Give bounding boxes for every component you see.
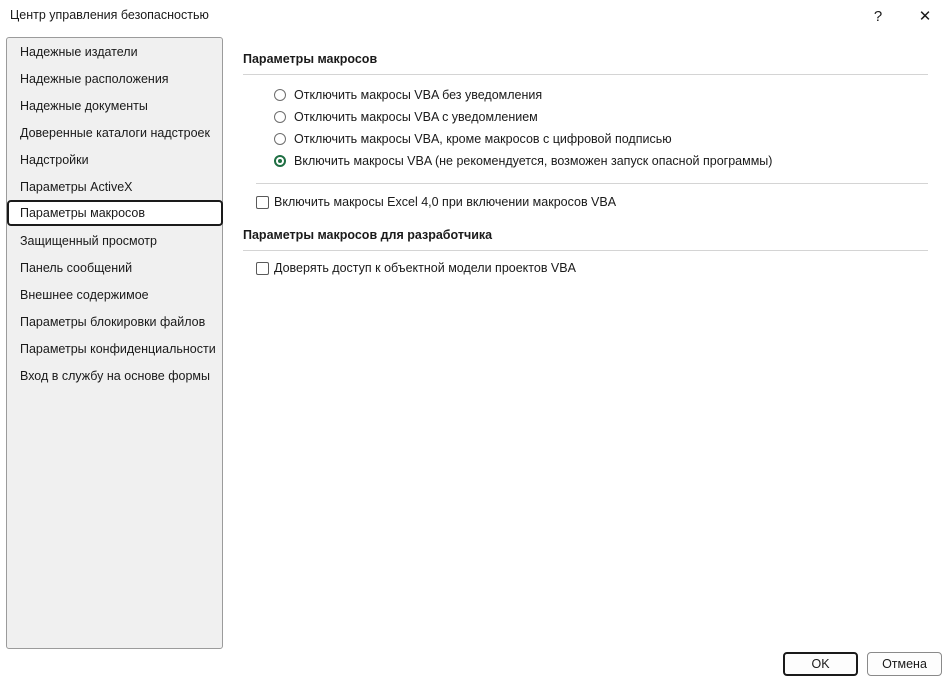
- checkbox-label: Включить макросы Excel 4,0 при включении макросов VBA: [274, 195, 617, 209]
- radio-disable-no-notify[interactable]: [274, 88, 542, 102]
- macro-settings-title: Параметры макросов: [243, 52, 378, 66]
- checkbox[interactable]: [256, 196, 269, 209]
- title-bar: [0, 0, 948, 32]
- checkbox-trust-vba-object-model[interactable]: [256, 261, 576, 275]
- radio-disable-notify[interactable]: [274, 110, 538, 124]
- sidebar-item-trusted-locations[interactable]: Надежные расположения: [20, 72, 169, 86]
- radio-button[interactable]: [274, 89, 286, 101]
- close-button[interactable]: [911, 4, 939, 28]
- divider: [243, 74, 928, 75]
- sidebar-item-trusted-publishers[interactable]: Надежные издатели: [20, 45, 138, 59]
- help-icon: ?: [873, 7, 883, 25]
- sidebar-item-message-bar[interactable]: Панель сообщений: [20, 261, 133, 275]
- radio-label: Включить макросы VBA (не рекомендуется, возможен запуск опасной программы): [294, 154, 773, 168]
- radio-label: Отключить макросы VBA с уведомлением: [294, 110, 538, 124]
- radio-disable-except-signed[interactable]: [274, 132, 672, 146]
- radio-label: Отключить макросы VBA без уведомления: [294, 88, 543, 102]
- divider: [256, 183, 928, 184]
- sidebar-item-macro-settings[interactable]: Параметры макросов: [7, 200, 223, 226]
- window-title: Центр управления безопасностью: [10, 8, 209, 22]
- sidebar-item-trusted-documents[interactable]: Надежные документы: [20, 99, 148, 113]
- radio-enable-all[interactable]: [274, 154, 772, 168]
- checkbox-enable-excel4-macros[interactable]: [256, 195, 616, 209]
- sidebar-item-file-block[interactable]: Параметры блокировки файлов: [20, 315, 206, 329]
- developer-settings-title: Параметры макросов для разработчика: [243, 228, 493, 242]
- radio-label: Отключить макросы VBA, кроме макросов с цифровой подписью: [294, 132, 672, 146]
- sidebar-item-addins[interactable]: Надстройки: [20, 153, 89, 167]
- help-button[interactable]: [864, 4, 892, 28]
- checkbox[interactable]: [256, 262, 269, 275]
- sidebar-item-trusted-addin-catalogs[interactable]: Доверенные каталоги надстроек: [20, 126, 210, 140]
- radio-button[interactable]: [274, 111, 286, 123]
- checkbox-label: Доверять доступ к объектной модели проектов VBA: [274, 261, 576, 275]
- sidebar: [6, 37, 223, 649]
- sidebar-item-privacy[interactable]: Параметры конфиденциальности: [20, 342, 216, 356]
- divider: [243, 250, 928, 251]
- radio-button[interactable]: [274, 133, 286, 145]
- sidebar-item-external-content[interactable]: Внешнее содержимое: [20, 288, 149, 302]
- cancel-button[interactable]: Отмена: [867, 652, 942, 676]
- radio-button-selected[interactable]: [274, 155, 286, 167]
- sidebar-item-protected-view[interactable]: Защищенный просмотр: [20, 234, 157, 248]
- ok-button[interactable]: OK: [783, 652, 858, 676]
- close-icon: ✕: [918, 8, 932, 25]
- sidebar-item-activex[interactable]: Параметры ActiveX: [20, 180, 133, 194]
- sidebar-item-form-sign-in[interactable]: Вход в службу на основе формы: [20, 369, 210, 383]
